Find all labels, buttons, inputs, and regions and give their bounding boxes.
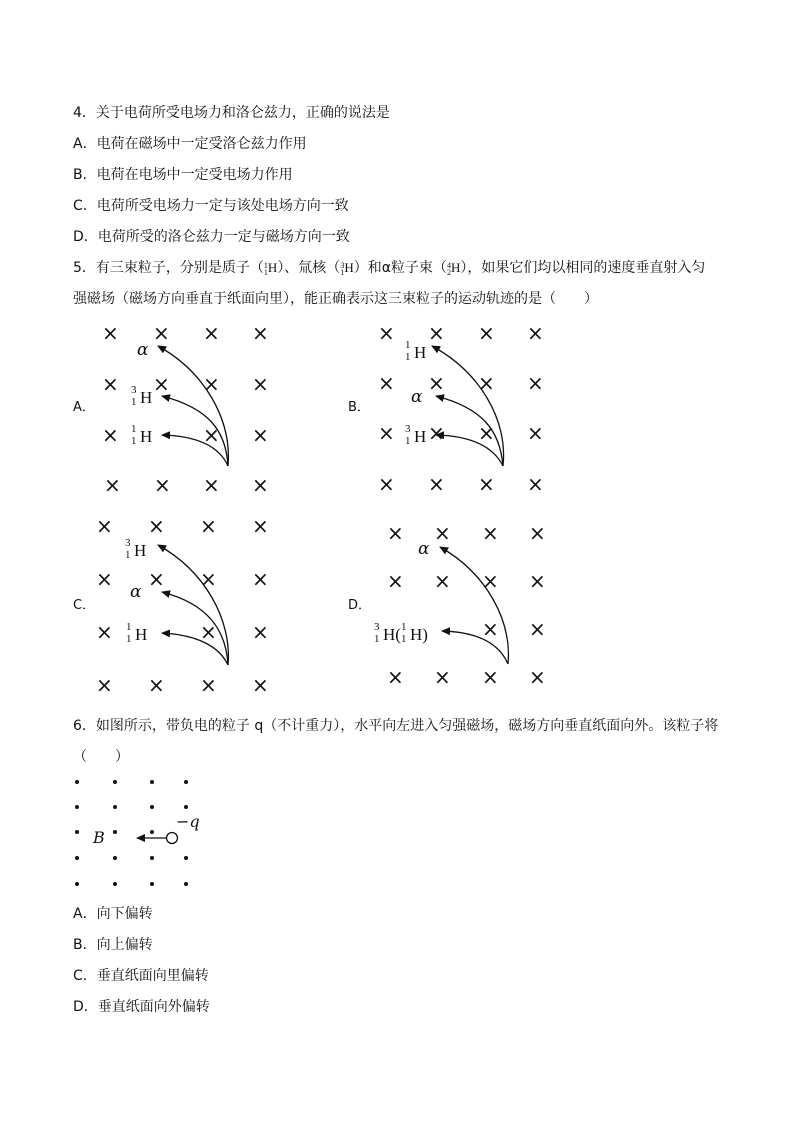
fig-d-triton-symbol: H <box>383 624 396 644</box>
field-dot-mark <box>75 780 79 784</box>
field-dot-mark <box>184 882 188 886</box>
field-cross-mark: × <box>252 321 269 345</box>
field-dot-mark <box>75 882 79 886</box>
q4-option-c: C．电荷所受电场力一定与该处电场方向一致 <box>73 198 349 214</box>
field-dot-mark <box>150 856 154 860</box>
fig-b-proton-symbol: H <box>414 342 427 362</box>
q6-charge-label: −q <box>176 812 200 831</box>
field-dot-mark <box>113 882 117 886</box>
fig-a-proton-mass: 1 <box>131 423 137 436</box>
fig-c-proton-atomic: 1 <box>126 633 132 646</box>
fig-a-triton-mass: 3 <box>131 384 137 397</box>
q5-figure-label-a: A． <box>73 400 95 415</box>
field-cross-mark: × <box>428 371 445 395</box>
field-cross-mark: × <box>203 372 220 396</box>
fig-d-close-paren: ) <box>422 624 428 644</box>
field-cross-mark: × <box>200 620 217 644</box>
field-cross-mark: × <box>252 473 269 497</box>
q6-field-label: B <box>93 828 105 847</box>
fig-a-proton-atomic: 1 <box>131 435 137 448</box>
field-cross-mark: × <box>200 567 217 591</box>
field-dot-mark <box>113 856 117 860</box>
field-cross-mark: × <box>482 521 499 545</box>
field-cross-mark: × <box>387 569 404 593</box>
field-cross-mark: × <box>378 321 395 345</box>
q4-option-d: D．电荷所受的洛仑兹力一定与磁场方向一致 <box>73 229 350 245</box>
q6-particle <box>167 833 178 844</box>
field-dot-mark <box>113 780 117 784</box>
fig-b-alpha-label: α <box>411 387 423 407</box>
field-cross-mark: × <box>478 371 495 395</box>
field-dot-mark <box>113 805 117 809</box>
fig-d-triton-proton-label <box>374 621 428 646</box>
arc-d-outer <box>440 547 508 664</box>
q6-option-a: A．向下偏转 <box>73 906 153 922</box>
arc-b-middle <box>436 396 503 466</box>
fig-b-triton-symbol: H <box>414 426 427 446</box>
fig-b-proton-mass: 1 <box>405 339 411 352</box>
field-cross-mark: × <box>378 421 395 445</box>
fig-b-triton-mass: 3 <box>405 423 411 436</box>
field-cross-mark: × <box>434 665 451 689</box>
field-cross-mark: × <box>96 514 113 538</box>
fig-d-alpha-label: α <box>418 539 430 559</box>
field-cross-mark: × <box>387 521 404 545</box>
field-cross-mark: × <box>428 421 445 445</box>
fig-b-proton-label <box>405 339 427 364</box>
fig-b-triton-label <box>405 423 427 448</box>
field-dot-mark <box>113 830 117 834</box>
fig-c-triton-atomic: 1 <box>125 549 131 562</box>
fig-c-triton-symbol: H <box>134 540 147 560</box>
field-cross-mark: × <box>527 472 544 496</box>
field-cross-mark: × <box>96 567 113 591</box>
alpha-symbol: H <box>450 260 461 275</box>
field-cross-mark: × <box>203 473 220 497</box>
field-cross-mark: × <box>482 665 499 689</box>
field-cross-mark: × <box>104 473 121 497</box>
fig-a-proton-label <box>131 423 153 448</box>
field-cross-mark: × <box>387 665 404 689</box>
field-cross-mark: × <box>482 569 499 593</box>
field-dot-mark <box>184 780 188 784</box>
arc-c-inner <box>162 633 228 665</box>
field-cross-mark: × <box>527 421 544 445</box>
field-cross-mark: × <box>102 321 119 345</box>
fig-a-triton-symbol: H <box>140 387 153 407</box>
field-dot-mark <box>184 856 188 860</box>
fig-d-open-paren: ( <box>395 624 401 644</box>
field-cross-mark: × <box>203 321 220 345</box>
q6-option-c: C．垂直纸面向里偏转 <box>73 968 209 984</box>
field-cross-mark: × <box>102 372 119 396</box>
field-cross-mark: × <box>378 472 395 496</box>
q5-stem-part-d: ），如果它们均以相同的速度垂直射入匀 <box>460 260 706 276</box>
arc-b-outer <box>432 346 504 466</box>
field-cross-mark: × <box>478 472 495 496</box>
field-cross-mark: × <box>434 569 451 593</box>
field-cross-mark: × <box>478 321 495 345</box>
triton-atomic: 1 <box>340 268 345 278</box>
field-cross-mark: × <box>96 620 113 644</box>
proton-mass: 1 <box>263 261 268 271</box>
fig-c-proton-label <box>126 621 148 646</box>
field-cross-mark: × <box>478 421 495 445</box>
field-cross-mark: × <box>428 321 445 345</box>
triton-symbol: H <box>344 260 354 275</box>
field-cross-mark: × <box>200 673 217 697</box>
field-cross-mark: × <box>428 472 445 496</box>
q5-stem-line2: 强磁场（磁场方向垂直于纸面向里），能正确表示这三束粒子的运动轨迹的是（ ） <box>73 291 598 307</box>
field-cross-mark: × <box>527 321 544 345</box>
field-cross-mark: × <box>96 673 113 697</box>
arc-a-inner <box>162 435 228 466</box>
field-cross-mark: × <box>200 514 217 538</box>
fig-c-triton-mass: 3 <box>125 537 131 550</box>
field-cross-mark: × <box>148 567 165 591</box>
field-cross-mark: × <box>252 620 269 644</box>
field-dot-mark <box>75 856 79 860</box>
alpha-mass: 4 <box>446 261 451 271</box>
fig-d-proton-mass: 1 <box>400 621 407 634</box>
field-cross-mark: × <box>252 673 269 697</box>
proton-atomic: 1 <box>263 268 268 278</box>
field-dot-mark <box>184 805 188 809</box>
arc-b-inner <box>436 435 503 466</box>
field-cross-mark: × <box>482 617 499 641</box>
arc-a-middle <box>162 396 228 466</box>
q5-figure-label-d: D． <box>348 598 372 613</box>
field-dot-mark <box>150 830 154 834</box>
field-cross-mark: × <box>148 514 165 538</box>
field-cross-mark: × <box>153 372 170 396</box>
fig-b-triton-atomic: 1 <box>405 435 411 448</box>
fig-a-proton-symbol: H <box>140 426 153 446</box>
field-cross-mark: × <box>148 673 165 697</box>
q5-stem-part-a: 5．有三束粒子，分别是质子（ <box>73 260 264 276</box>
field-cross-mark: × <box>527 371 544 395</box>
field-cross-mark: × <box>529 617 546 641</box>
field-dot-mark <box>150 882 154 886</box>
fig-d-triton-mass: 3 <box>374 621 380 634</box>
field-cross-mark: × <box>252 514 269 538</box>
q6-stem: 6．如图所示，带负电的粒子 q（不计重力），水平向左进入匀强磁场，磁场方向垂直纸面向外。该粒子将 <box>73 718 719 734</box>
field-cross-mark: × <box>203 423 220 447</box>
q5-stem-part-c: ）和α粒子束（ <box>353 260 447 276</box>
fig-c-alpha-label: α <box>130 582 142 602</box>
field-cross-mark: × <box>378 371 395 395</box>
triton-mass: 3 <box>340 261 345 271</box>
q5-figure-label-c: C． <box>73 598 96 613</box>
fig-d-proton-symbol: H <box>409 624 423 644</box>
arc-d-inner <box>442 631 508 664</box>
field-cross-mark: × <box>529 521 546 545</box>
arc-c-middle <box>162 592 228 665</box>
field-dot-mark <box>150 805 154 809</box>
field-cross-mark: × <box>252 423 269 447</box>
field-dot-mark <box>75 830 79 834</box>
field-cross-mark: × <box>153 321 170 345</box>
field-cross-mark: × <box>529 569 546 593</box>
fig-a-triton-label <box>131 384 153 409</box>
fig-c-proton-symbol: H <box>135 624 148 644</box>
fig-c-proton-mass: 1 <box>126 621 132 634</box>
fig-a-alpha-label: α <box>137 340 149 360</box>
q4-option-b: B．电荷在电场中一定受电场力作用 <box>73 167 293 183</box>
q5-stem-part-b: ）、氚核（ <box>277 260 341 276</box>
fig-c-triton-label <box>125 537 147 562</box>
q4-option-a: A．电荷在磁场中一定受洛仑兹力作用 <box>73 136 307 152</box>
fig-d-proton-atomic: 1 <box>400 633 407 646</box>
arc-a-outer <box>158 346 228 466</box>
field-dot-mark <box>75 805 79 809</box>
field-cross-mark: × <box>529 665 546 689</box>
field-cross-mark: × <box>252 372 269 396</box>
q5-figure-label-b: B． <box>348 400 370 415</box>
q6-stem-line2: （ ） <box>73 749 129 765</box>
alpha-atomic: 2 <box>446 268 451 278</box>
fig-d-triton-atomic: 1 <box>374 633 380 646</box>
fig-b-proton-atomic: 1 <box>405 351 411 364</box>
q4-stem: 4．关于电荷所受电场力和洛仑兹力，正确的说法是 <box>73 105 390 121</box>
field-cross-mark: × <box>252 567 269 591</box>
field-dot-mark <box>150 780 154 784</box>
field-cross-mark: × <box>102 423 119 447</box>
field-cross-mark: × <box>154 473 171 497</box>
q6-option-b: B．向上偏转 <box>73 937 153 953</box>
field-cross-mark: × <box>434 521 451 545</box>
q6-option-d: D．垂直纸面向外偏转 <box>73 999 210 1015</box>
fig-a-triton-atomic: 1 <box>131 396 137 409</box>
proton-symbol: H <box>267 260 278 275</box>
